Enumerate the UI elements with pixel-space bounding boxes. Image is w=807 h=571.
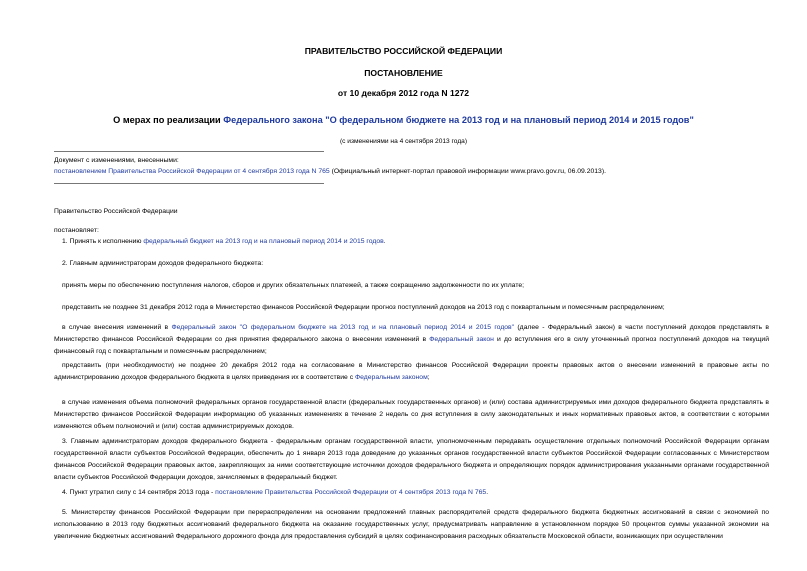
item-c-text-3: и до вступления его в силу уточненный прогноз поступлений доходов на текущий финансовый год с поквартальным и помесячным распределением; — [54, 336, 769, 355]
document-type-heading: ПОСТАНОВЛЕНИЕ — [364, 68, 443, 78]
paragraph-2-item-d — [54, 360, 769, 384]
amendments-label: Документ с изменениями, внесенными: — [54, 157, 179, 164]
federal-law-title-link[interactable]: Федерального закона "О федеральном бюджете на 2013 год и на плановый период 2014 и 2015 годов" — [223, 115, 694, 125]
paragraph-4 — [62, 487, 769, 499]
federal-law-link-3[interactable]: Федеральным законом — [355, 374, 428, 381]
document-title — [0, 115, 807, 125]
item-d-text-2: ; — [427, 374, 430, 381]
paragraph-3: 3. Главным администраторам доходов федерального бюджета - федеральным органам государственной власти, уполномоченным передавать осуществление отдельных полномочий Российской Федерации органам государственной власти субъектов Российской Федерации, обеспечить до 1 января 2013 года доведение до указанных органов государственной власти субъектов Российской Федерации согласованных с Министерством финансов Российской Федерации правовых актов, закрепляющих за ними соответствующие источники доходов федерального бюджета и определяющих порядок администрирования указанными органами государственной власти субъектов Российской Федерации доходов, зачисляемых в федеральный бюджет. — [54, 438, 769, 481]
paragraph-4-end: . — [486, 489, 489, 496]
federal-budget-link[interactable]: федеральный бюджет на 2013 год и на плановый период 2014 и 2015 годов — [143, 238, 384, 245]
item-c-text-1: в случае внесения изменений в — [62, 324, 172, 331]
government-line: Правительство Российской Федерации — [54, 208, 178, 215]
title-prefix: О мерах по реализации — [113, 115, 224, 125]
paragraph-2: 2. Главным администраторам доходов федерального бюджета: — [62, 260, 264, 267]
item-d-text-1: представить (при необходимости) не позднее 20 декабря 2012 года на согласование в Министерство финансов Российской Федерации проекты правовых актов о внесении изменений в правовые акты по администрированию доходов федерального бюджета в целях приведения их в соответствие с — [54, 362, 769, 381]
resolves-line: постановляет: — [54, 227, 99, 234]
paragraph-1-text: 1. Принять к исполнению — [62, 238, 144, 245]
amendments-line — [54, 166, 606, 178]
revision-note: (с изменениями на 4 сентября 2013 года) — [339, 138, 468, 145]
divider-top — [54, 151, 324, 152]
paragraph-1 — [62, 236, 769, 248]
amendment-source: (Официальный интернет-портал правовой информации www.pravo.gov.ru, 06.09.2013). — [329, 168, 606, 175]
federal-law-link-2[interactable]: Федеральный закон — [429, 336, 494, 343]
repeal-resolution-link[interactable]: постановление Правительства Российской Федерации от 4 сентября 2013 года N 765 — [215, 489, 487, 496]
divider-bottom — [54, 183, 324, 184]
paragraph-2-item-a: принять меры по обеспечению поступления налогов, сборов и других обязательных платежей, а также сокращению задолженности по их уплате; — [62, 282, 525, 289]
item-c-text-2: (далее - Федеральный закон) в части поступлений доходов представлять в Министерство финансов Российской Федерации со дня принятия федерального закона о внесении изменений в — [54, 324, 769, 343]
government-heading: ПРАВИТЕЛЬСТВО РОССИЙСКОЙ ФЕДЕРАЦИИ — [304, 46, 503, 56]
federal-law-link-1[interactable]: Федеральный закон "О федеральном бюджете на 2013 год и на плановый период 2014 и 2015 годов" — [171, 324, 515, 331]
date-number-heading: от 10 декабря 2012 года N 1272 — [337, 88, 470, 98]
paragraph-4-text: 4. Пункт утратил силу с 14 сентября 2013 года - — [62, 489, 216, 496]
amendment-resolution-link[interactable]: постановлением Правительства Российской Федерации от 4 сентября 2013 года N 765 — [54, 168, 330, 175]
paragraph-2-item-b: представить не позднее 31 декабря 2012 года в Министерство финансов Российской Федерации прогноз поступлений доходов на 2013 год с поквартальным и помесячным распределением; — [62, 304, 665, 311]
paragraph-1-end: . — [383, 238, 386, 245]
paragraph-5: 5. Министерству финансов Российской Федерации при перераспределении на основании предложений главных распорядителей средств федерального бюджета бюджетных ассигнований в связи с экономией по использованию в 2013 году бюджетных ассигнований федерального бюджета на оказание государственных услуг, предусматривать направление в установленном порядке 50 процентов суммы указанной экономии на увеличение бюджетных ассигнований Федерального дорожного фонда для предоставления субсидий в целях софинансирования расходных обязательств Московской области, возникающих при осуществлении — [54, 509, 769, 540]
paragraph-2-item-c — [54, 322, 769, 358]
paragraph-2-item-e: в случае изменения объема полномочий федеральных органов государственной власти (федеральных государственных органов) и (или) состава администрируемых ими доходов федерального бюджета представлять в Министерство финансов Российской Федерации информацию об указанных изменениях в течение 2 недель со дня вступления в силу законодательных и иных нормативных правовых актов, в соответствии с которыми изменяются объем полномочий и (или) состав администрируемых доходов. — [54, 399, 769, 430]
